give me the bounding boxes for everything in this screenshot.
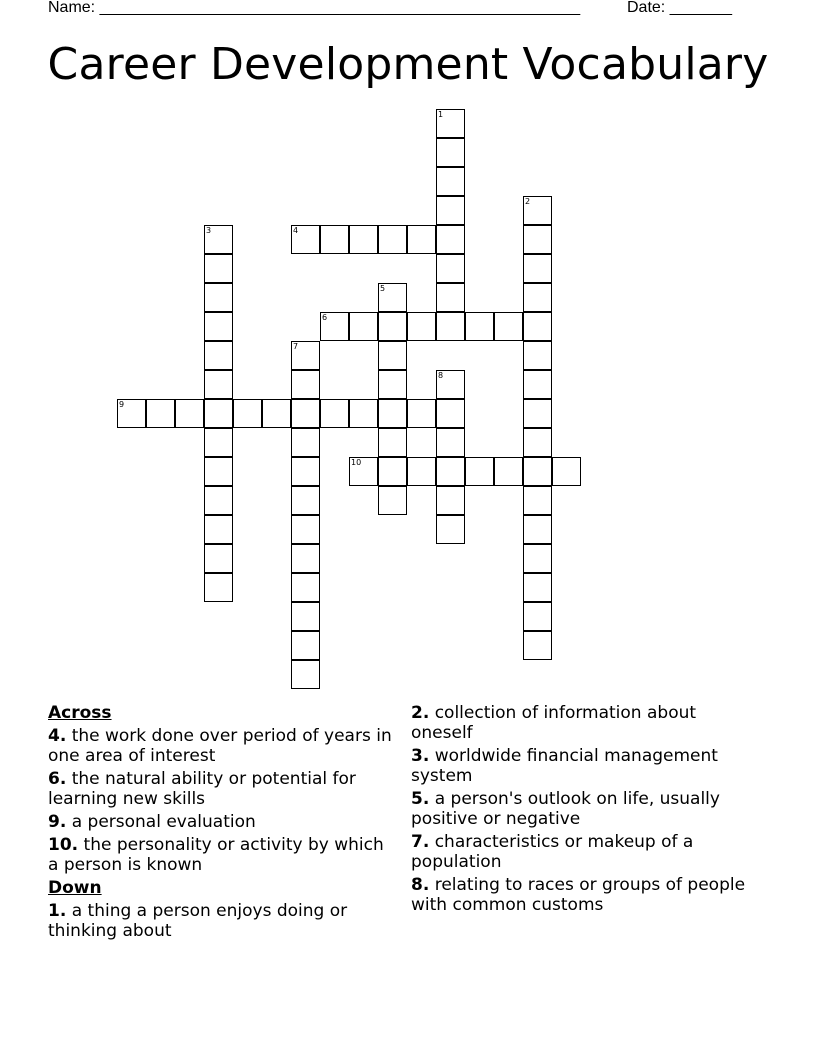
crossword-cell[interactable] (146, 399, 175, 428)
clue-number: 3. (411, 746, 430, 766)
crossword-cell[interactable] (349, 399, 378, 428)
crossword-cell[interactable] (436, 138, 465, 167)
crossword-cell[interactable] (204, 283, 233, 312)
crossword-cell[interactable] (523, 457, 552, 486)
crossword-cell[interactable] (465, 457, 494, 486)
clue-number-label: 3 (206, 226, 212, 235)
crossword-cell[interactable] (436, 254, 465, 283)
crossword-cell[interactable] (494, 457, 523, 486)
crossword-cell[interactable] (436, 225, 465, 254)
clue-number: 5. (411, 789, 430, 809)
clue-number: 6. (48, 769, 67, 789)
crossword-cell[interactable] (117, 399, 146, 428)
clue-across-9 (48, 812, 398, 832)
clue-text: characteristics or makeup of a population (411, 832, 694, 872)
crossword-cell[interactable] (291, 660, 320, 689)
crossword-cell[interactable] (291, 457, 320, 486)
crossword-cell[interactable] (291, 602, 320, 631)
crossword-cell[interactable] (291, 225, 320, 254)
crossword-cell[interactable] (523, 602, 552, 631)
crossword-cell[interactable] (378, 370, 407, 399)
crossword-cell[interactable] (378, 486, 407, 515)
crossword-cell[interactable] (204, 457, 233, 486)
crossword-cell[interactable] (523, 225, 552, 254)
crossword-cell[interactable] (291, 486, 320, 515)
crossword-cell[interactable] (204, 544, 233, 573)
clue-down-3 (411, 746, 756, 786)
crossword-cell[interactable] (320, 225, 349, 254)
crossword-cell[interactable] (494, 312, 523, 341)
crossword-cell[interactable] (291, 573, 320, 602)
crossword-cell[interactable] (204, 428, 233, 457)
clue-number: 2. (411, 703, 430, 723)
clue-number-label: 10 (351, 458, 362, 467)
crossword-cell[interactable] (407, 225, 436, 254)
clue-number: 9. (48, 812, 67, 832)
crossword-cell[interactable] (204, 254, 233, 283)
crossword-cell[interactable] (436, 399, 465, 428)
clue-text: collection of information about oneself (411, 703, 697, 743)
clue-down-1 (48, 901, 398, 941)
crossword-cell[interactable] (436, 428, 465, 457)
crossword-cell[interactable] (436, 196, 465, 225)
crossword-cell[interactable] (436, 457, 465, 486)
crossword-cell[interactable] (465, 312, 494, 341)
crossword-cell[interactable] (378, 341, 407, 370)
crossword-cell[interactable] (204, 312, 233, 341)
clue-number-label: 8 (438, 371, 444, 380)
crossword-cell[interactable] (436, 167, 465, 196)
crossword-cell[interactable] (204, 399, 233, 428)
clue-number-label: 4 (293, 226, 299, 235)
crossword-cell[interactable] (523, 312, 552, 341)
crossword-cell[interactable] (523, 573, 552, 602)
clues-right-column (411, 703, 756, 918)
clue-text: the natural ability or potential for learning new skills (48, 769, 356, 809)
crossword-cell[interactable] (407, 312, 436, 341)
crossword-cell[interactable] (378, 428, 407, 457)
crossword-cell[interactable] (523, 370, 552, 399)
crossword-cell[interactable] (523, 196, 552, 225)
crossword-cell[interactable] (523, 254, 552, 283)
clue-number: 1. (48, 901, 67, 921)
clue-number: 4. (48, 726, 67, 746)
crossword-cell[interactable] (378, 399, 407, 428)
crossword-cell[interactable] (320, 399, 349, 428)
crossword-cell[interactable] (378, 312, 407, 341)
clue-number-label: 5 (380, 284, 386, 293)
clue-number: 10. (48, 835, 79, 855)
crossword-cell[interactable] (349, 457, 378, 486)
clue-down-8 (411, 875, 756, 915)
crossword-cell[interactable] (552, 457, 581, 486)
clue-across-4 (48, 726, 398, 766)
clue-across-10 (48, 835, 398, 875)
clue-number: 8. (411, 875, 430, 895)
crossword-cell[interactable] (320, 312, 349, 341)
crossword-cell[interactable] (523, 428, 552, 457)
clue-down-5 (411, 789, 756, 829)
clue-text: a personal evaluation (71, 812, 256, 832)
page-title: Career Development Vocabulary (47, 39, 769, 90)
crossword-cell[interactable] (291, 515, 320, 544)
clue-text: worldwide financial management system (411, 746, 718, 786)
crossword-cell[interactable] (436, 515, 465, 544)
crossword-cell[interactable] (378, 225, 407, 254)
clue-text: a thing a person enjoys doing or thinking about (48, 901, 348, 941)
crossword-cell[interactable] (262, 399, 291, 428)
clue-number-label: 9 (119, 400, 125, 409)
clue-number-label: 7 (293, 342, 299, 351)
crossword-cell[interactable] (523, 399, 552, 428)
crossword-cell[interactable] (204, 515, 233, 544)
across-heading: Across (48, 703, 112, 723)
clue-number-label: 2 (525, 197, 531, 206)
crossword-cell[interactable] (436, 370, 465, 399)
crossword-cell[interactable] (291, 631, 320, 660)
crossword-cell[interactable] (291, 341, 320, 370)
crossword-cell[interactable] (175, 399, 204, 428)
clue-text: relating to races or groups of people with common customs (411, 875, 746, 915)
clue-number: 7. (411, 832, 430, 852)
crossword-cell[interactable] (291, 399, 320, 428)
crossword-cell[interactable] (523, 544, 552, 573)
crossword-cell[interactable] (349, 312, 378, 341)
crossword-cell[interactable] (291, 370, 320, 399)
crossword-cell[interactable] (204, 341, 233, 370)
crossword-cell[interactable] (233, 399, 262, 428)
crossword-cell[interactable] (436, 283, 465, 312)
crossword-cell[interactable] (436, 109, 465, 138)
clue-down-2 (411, 703, 756, 743)
crossword-cell[interactable] (523, 515, 552, 544)
name-field[interactable]: Name: ______________________________________________________ (48, 0, 581, 16)
crossword-cell[interactable] (407, 457, 436, 486)
crossword-cell[interactable] (523, 486, 552, 515)
date-field[interactable]: Date: _______ (627, 0, 732, 16)
crossword-cell[interactable] (436, 312, 465, 341)
clue-number-label: 6 (322, 313, 328, 322)
crossword-cell[interactable] (204, 225, 233, 254)
crossword-cell[interactable] (204, 370, 233, 399)
crossword-cell[interactable] (204, 573, 233, 602)
crossword-cell[interactable] (204, 486, 233, 515)
crossword-cell[interactable] (349, 225, 378, 254)
crossword-cell[interactable] (523, 631, 552, 660)
clue-text: the personality or activity by which a person is known (48, 835, 384, 875)
crossword-cell[interactable] (523, 341, 552, 370)
crossword-cell[interactable] (291, 544, 320, 573)
down-heading: Down (48, 878, 102, 898)
clue-text: the work done over period of years in one area of interest (48, 726, 392, 766)
clue-across-6 (48, 769, 398, 809)
clue-text: a person's outlook on life, usually positive or negative (411, 789, 720, 829)
crossword-cell[interactable] (378, 457, 407, 486)
clue-number-label: 1 (438, 110, 444, 119)
crossword-cell[interactable] (291, 428, 320, 457)
crossword-cell[interactable] (378, 283, 407, 312)
crossword-cell[interactable] (523, 283, 552, 312)
clue-down-7 (411, 832, 756, 872)
clues-left-column (48, 703, 398, 944)
crossword-cell[interactable] (436, 486, 465, 515)
crossword-cell[interactable] (407, 399, 436, 428)
